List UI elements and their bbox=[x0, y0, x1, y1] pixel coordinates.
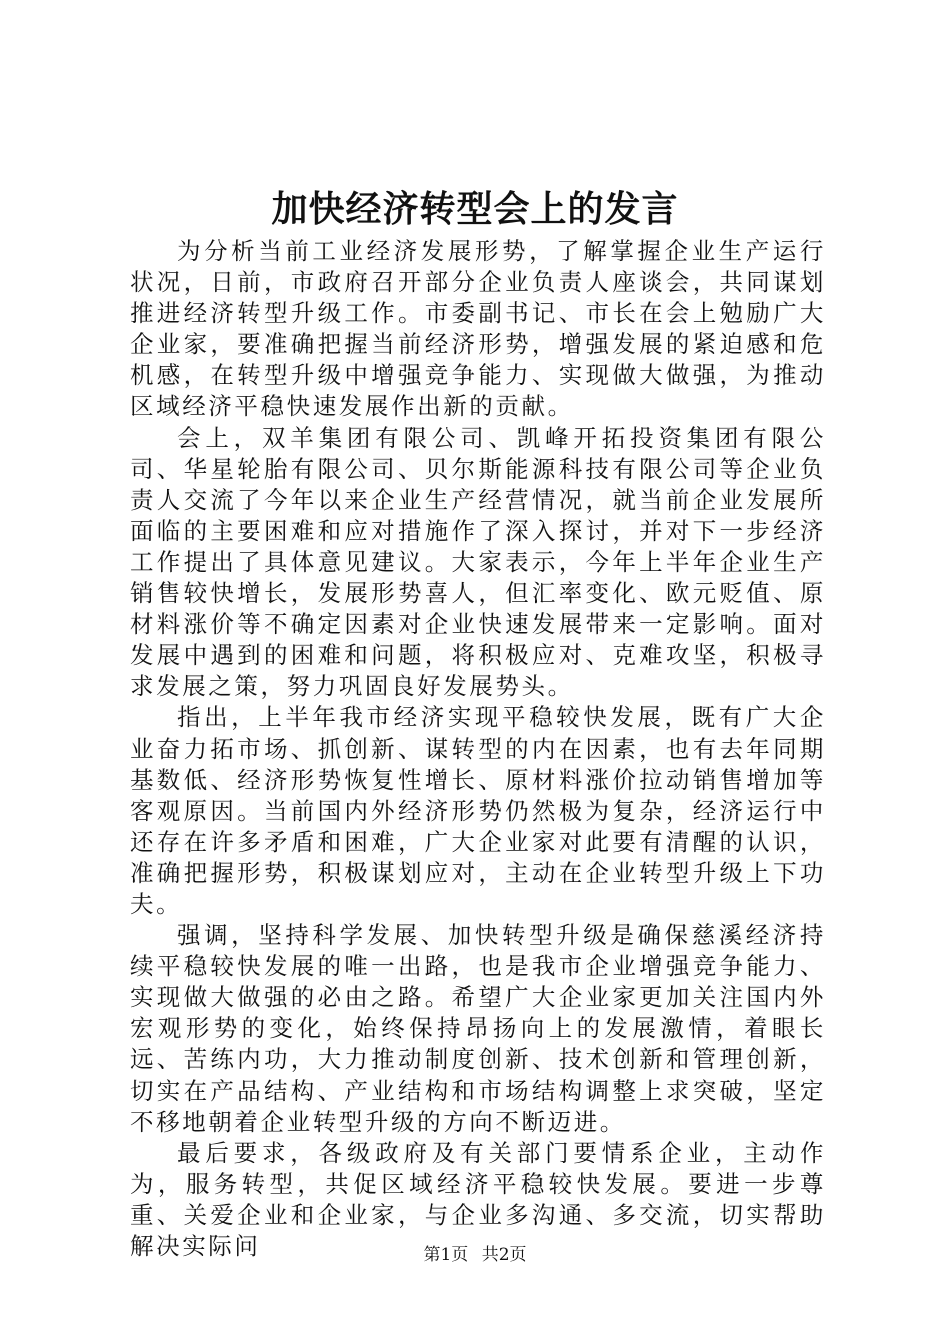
page-footer bbox=[0, 1244, 950, 1266]
paragraph-1: 为分析当前工业经济发展形势，了解掌握企业生产运行状况，日前，市政府召开部分企业负责人座谈会，共同谋划推进经济转型升级工作。市委副书记、市长在会上勉励广大企业家，要准确把握当前经济形势，增强发展的紧迫感和危机感，在转型升级中增强竞争能力、实现做大做强，为推动区域经济平稳快速发展作出新的贡献。 bbox=[130, 237, 826, 421]
paragraph-3: 指出，上半年我市经济实现平稳较快发展，既有广大企业奋力拓市场、抓创新、谋转型的内在因素，也有去年同期基数低、经济形势恢复性增长、原材料涨价拉动销售增加等客观原因。当前国内外经济形势仍然极为复杂，经济运行中还存在许多矛盾和困难，广大企业家对此要有清醒的认识，准确把握形势，积极谋划应对，主动在企业转型升级上下功夫。 bbox=[130, 703, 826, 918]
page-total: 共2页 bbox=[481, 1245, 527, 1265]
paragraph-2: 会上，双羊集团有限公司、凯峰开拓投资集团有限公司、华星轮胎有限公司、贝尔斯能源科技有限公司等企业负责人交流了今年以来企业生产经营情况，就当前企业发展所面临的主要困难和应对措施作了深入探讨，并对下一步经济工作提出了具体意见建议。大家表示，今年上半年企业生产销售较快增长，发展形势喜人，但汇率变化、欧元贬值、原材料涨价等不确定因素对企业快速发展带来一定影响。面对发展中遇到的困难和问题，将积极应对、克难攻坚，积极寻求发展之策，努力巩固良好发展势头。 bbox=[130, 423, 826, 701]
paragraph-4: 强调，坚持科学发展、加快转型升级是确保慈溪经济持续平稳较快发展的唯一出路，也是我市企业增强竞争能力、实现做大做强的必由之路。希望广大企业家更加关注国内外宏观形势的变化，始终保持昂扬向上的发展激情，着眼长远、苦练内功，大力推动制度创新、技术创新和管理创新，切实在产品结构、产业结构和市场结构调整上求突破，坚定不移地朝着企业转型升级的方向不断迈进。 bbox=[130, 921, 826, 1136]
page-number: 第1页 bbox=[423, 1245, 469, 1265]
document-title: 加快经济转型会上的发言 bbox=[271, 188, 679, 230]
paragraph-5: 最后要求，各级政府及有关部门要情系企业，主动作为，服务转型，共促区域经济平稳较快发展。要进一步尊重、关爱企业和企业家，与企业多沟通、多交流，切实帮助解决实际问 bbox=[130, 1138, 826, 1260]
document-body bbox=[130, 236, 826, 1262]
